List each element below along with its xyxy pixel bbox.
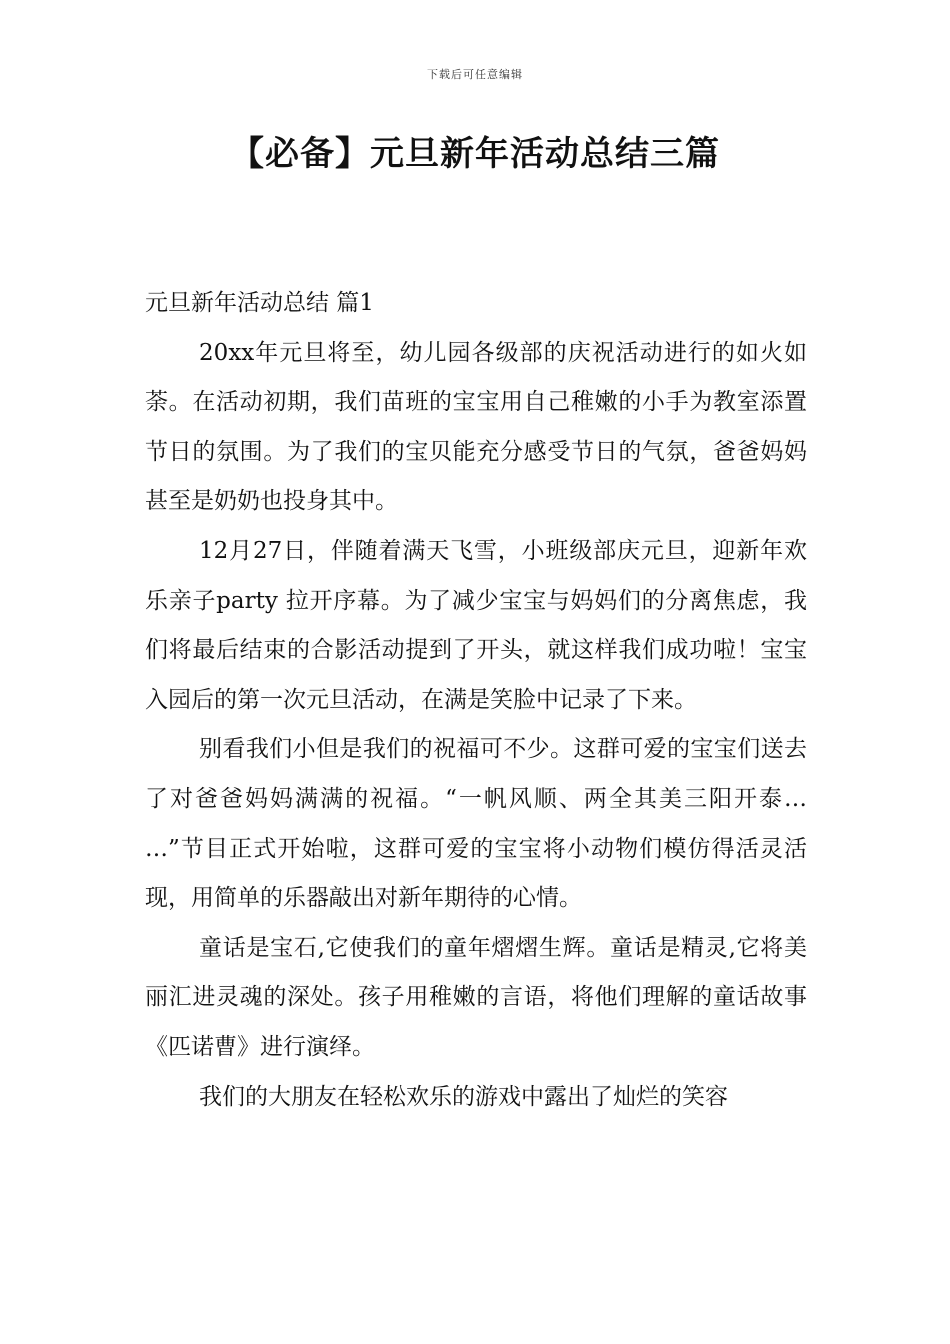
paragraph-5: 我们的大朋友在轻松欢乐的游戏中露出了灿烂的笑容	[199, 1083, 729, 1110]
paragraph-3: 别看我们小但是我们的祝福可不少。这群可爱的宝宝们送去了对爸爸妈妈满满的祝福。“一帆风顺、两全其美三阳开泰… …”节目正式开始啦，这群可爱的宝宝将小动物们模仿得活灵活现，用简单的乐器敲出对新年期待的心情。	[145, 736, 807, 912]
paragraph-1: 20xx年元旦将至，幼儿园各级部的庆祝活动进行的如火如荼。在活动初期，我们苗班的宝宝用自己稚嫩的小手为教室添置节日的氛围。为了我们的宝贝能充分感受节日的气氛，爸爸妈妈甚至是奶奶也投身其中。	[145, 339, 807, 515]
section-heading: 元旦新年活动总结 篇1	[145, 290, 374, 316]
header-note: 下载后可任意编辑	[427, 68, 523, 81]
paragraph-4: 童话是宝石,它使我们的童年熠熠生辉。童话是精灵,它将美丽汇进灵魂的深处。孩子用稚嫩的言语，将他们理解的童话故事《匹诺曹》进行演绎。	[145, 934, 807, 1060]
document-body	[145, 279, 807, 1122]
page-title: 【必备】元旦新年活动总结三篇	[230, 134, 720, 174]
paragraph-2: 12月27日，伴随着满天飞雪，小班级部庆元旦，迎新年欢乐亲子party 拉开序幕。为了减少宝宝与妈妈们的分离焦虑，我们将最后结束的合影活动提到了开头，就这样我们成功啦！宝宝入园后的第一次元旦活动，在满是笑脸中记录了下来。	[145, 537, 807, 713]
